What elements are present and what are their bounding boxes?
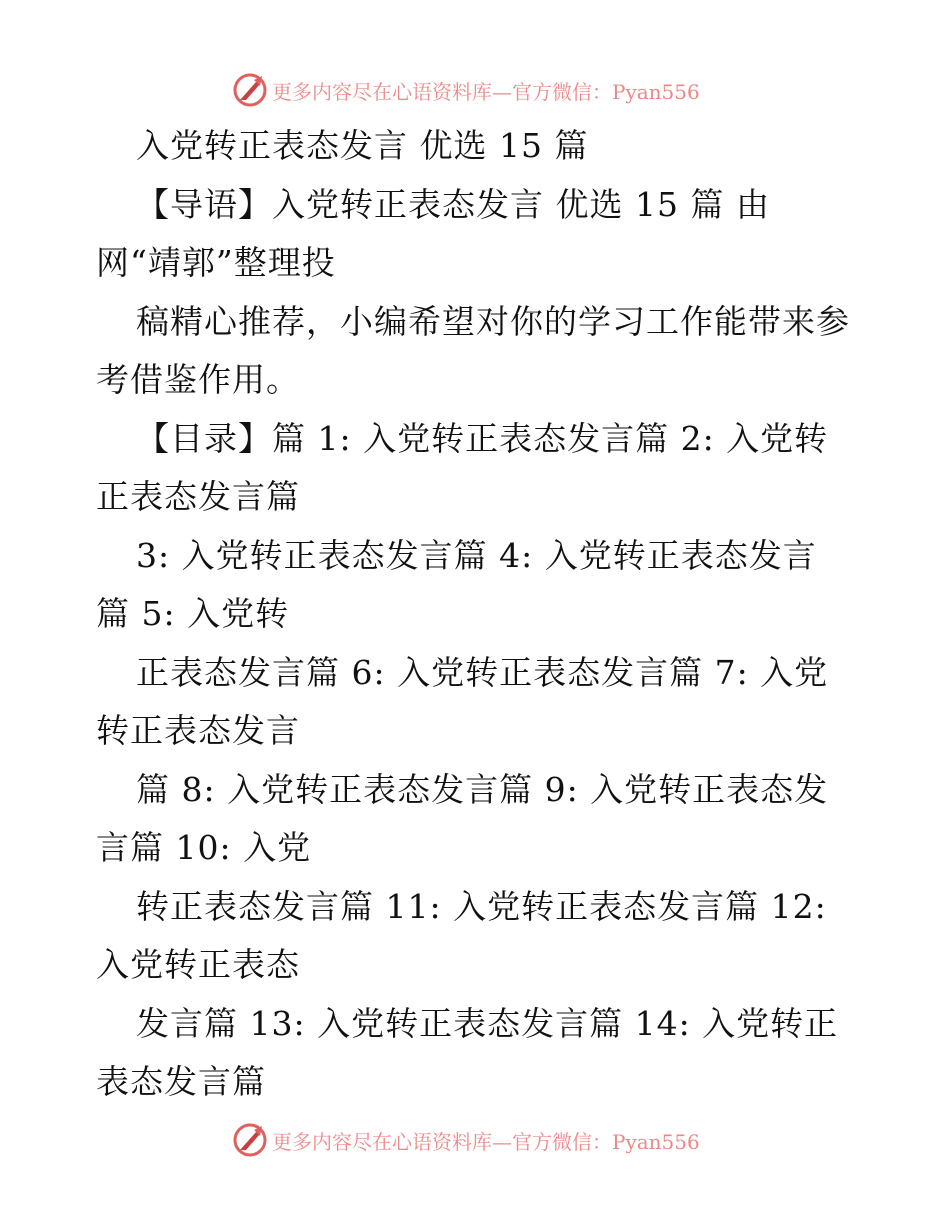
toc-line: 言篇 10: 入党 (96, 828, 312, 867)
toc-line: 入党转正表态 (96, 945, 300, 984)
quill-pen-seal-icon (232, 72, 268, 108)
toc-line: 3: 入党转正表态发言篇 4: 入党转正表态发言 (136, 536, 817, 575)
toc-line: 正表态发言篇 (96, 477, 300, 516)
footer-banner-text: 更多内容尽在心语资料库—官方微信：Pyan556 (272, 1129, 700, 1154)
document-title: 入党转正表态发言 优选 15 篇 (136, 126, 589, 165)
toc-line: 转正表态发言篇 11: 入党转正表态发言篇 12: (136, 887, 827, 926)
paragraph-line: 稿精心推荐，小编希望对你的学习工作能带来参 (136, 302, 850, 341)
header-banner (232, 70, 700, 110)
paragraph-line: 考借鉴作用。 (96, 360, 300, 399)
toc-line: 转正表态发言 (96, 711, 300, 750)
toc-line: 【目录】篇 1: 入党转正表态发言篇 2: 入党转 (136, 419, 829, 458)
paragraph-line: 【导语】入党转正表态发言 优选 15 篇 由 (136, 185, 770, 224)
quill-pen-seal-icon (232, 1122, 268, 1158)
toc-line: 表态发言篇 (96, 1062, 266, 1101)
toc-line: 篇 5: 入党转 (96, 594, 290, 633)
toc-line: 正表态发言篇 6: 入党转正表态发言篇 7: 入党 (136, 653, 829, 692)
toc-line: 篇 8: 入党转正表态发言篇 9: 入党转正表态发 (136, 770, 829, 809)
header-banner-text: 更多内容尽在心语资料库—官方微信：Pyan556 (272, 79, 700, 104)
footer-banner (232, 1120, 700, 1160)
toc-line: 发言篇 13: 入党转正表态发言篇 14: 入党转正 (136, 1004, 839, 1043)
paragraph-line: 网“靖郭”整理投 (96, 243, 336, 282)
